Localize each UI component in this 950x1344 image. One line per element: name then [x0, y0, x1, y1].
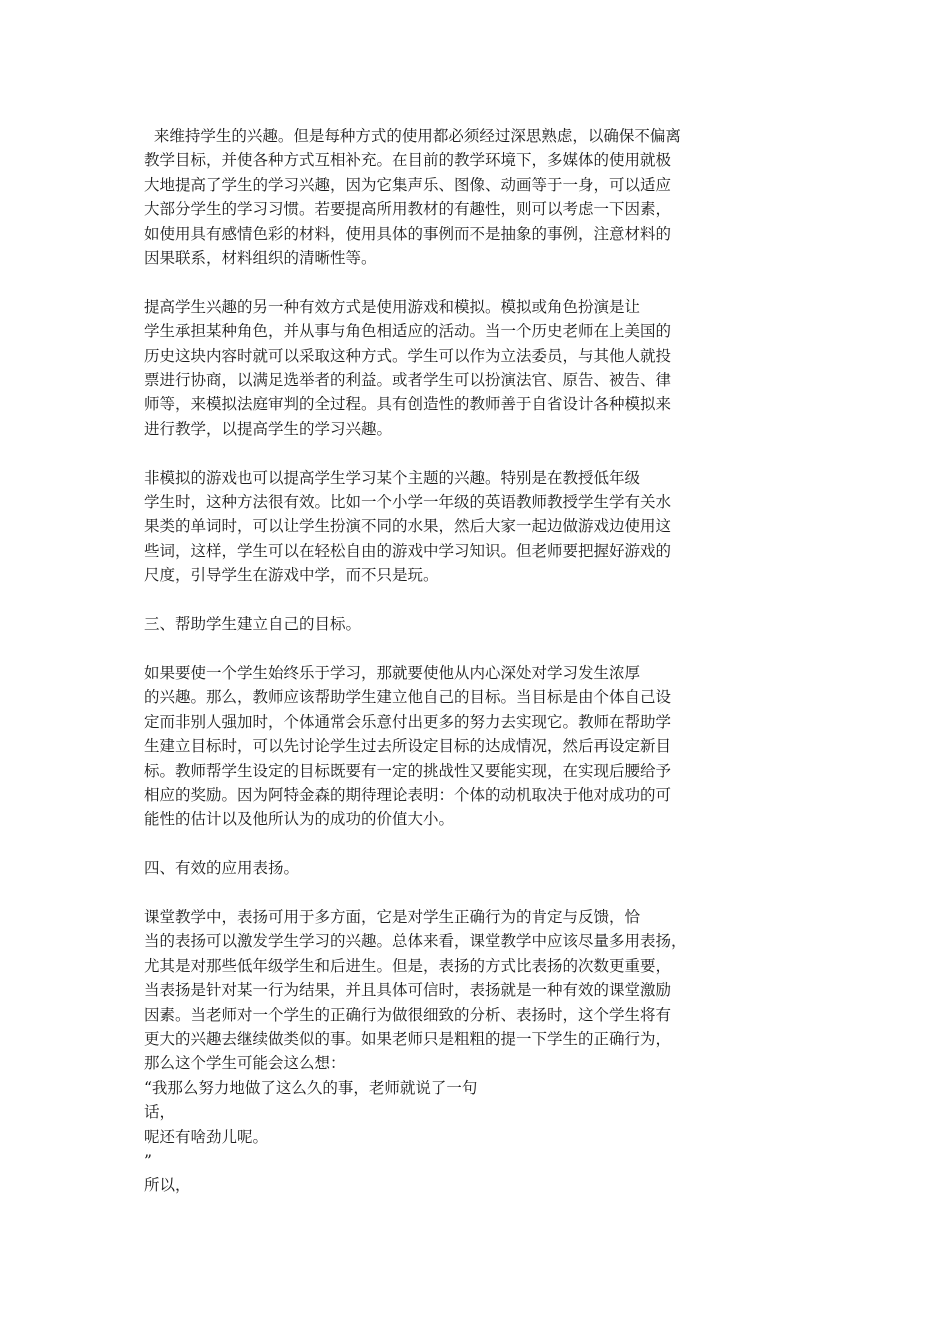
text-line: 课堂教学中，表扬可用于多方面，它是对学生正确行为的肯定与反馈，恰: [144, 907, 641, 926]
text-line: 呢还有啥劲儿呢。: [144, 1127, 269, 1146]
document-body: [144, 124, 744, 1222]
text-line: 进行教学，以提高学生的学习兴趣。: [144, 419, 393, 438]
text-line: “我那么努力地做了这么久的事，老师就说了一句: [144, 1078, 478, 1097]
text-line: 当表扬是针对某一行为结果，并且具体可信时，表扬就是一种有效的课堂激励: [144, 981, 672, 1000]
text-line: 教学目标，并使各种方式互相补充。在目前的教学环境下，多媒体的使用就极: [144, 151, 672, 170]
text-line: 如果要使一个学生始终乐于学习，那就要使他从内心深处对学习发生浓厚: [144, 663, 641, 682]
text-line: 票进行协商，以满足选举者的利益。或者学生可以扮演法官、原告、被告、律: [144, 371, 672, 390]
text-line: 因果联系，材料组织的清晰性等。: [144, 249, 377, 268]
text-line: 如使用具有感情色彩的材料，使用具体的事例而不是抽象的事例，注意材料的: [144, 224, 672, 243]
text-line: 些词，这样，学生可以在轻松自由的游戏中学习知识。但老师要把握好游戏的: [144, 541, 672, 560]
text-line: 大地提高了学生的学习兴趣，因为它集声乐、图像、动画等于一身，可以适应: [144, 175, 672, 194]
text-line: 尤其是对那些低年级学生和后进生。但是，表扬的方式比表扬的次数更重要，: [144, 956, 672, 975]
text-line: 标。教师帮学生设定的目标既要有一定的挑战性又要能实现，在实现后腰给予: [144, 761, 672, 780]
text-line: 话，: [144, 1103, 176, 1122]
text-line: 的兴趣。那么，教师应该帮助学生建立他自己的目标。当目标是由个体自己设: [144, 688, 672, 707]
text-line: 师等，来模拟法庭审判的全过程。具有创造性的教师善于自省设计各种模拟来: [144, 395, 672, 414]
paragraph-games-simulation: [144, 295, 744, 441]
paragraph-goal-setting: [144, 661, 744, 832]
text-line: 定而非别人强加时，个体通常会乐意付出更多的努力去实现它。教师在帮助学: [144, 712, 672, 731]
text-line: 大部分学生的学习习惯。若要提高所用教材的有趣性，则可以考虑一下因素，: [144, 200, 672, 219]
paragraph-non-simulation-games: [144, 466, 744, 588]
text-line: 生建立目标时，可以先讨论学生过去所设定目标的达成情况，然后再设定新目: [144, 737, 672, 756]
text-line: 因素。当老师对一个学生的正确行为做很细致的分析、表扬时，这个学生将有: [144, 1005, 672, 1024]
text-line: 当的表扬可以激发学生学习的兴趣。总体来看，课堂教学中应该尽量多用表扬，: [144, 932, 687, 951]
text-line: 尺度，引导学生在游戏中学，而不只是玩。: [144, 566, 439, 585]
text-line: 非模拟的游戏也可以提高学生学习某个主题的兴趣。特别是在教授低年级: [144, 468, 641, 487]
text-line: 更大的兴趣去继续做类似的事。如果老师只是粗粗的提一下学生的正确行为，: [144, 1029, 672, 1048]
text-line: 学生承担某种角色，并从事与角色相适应的活动。当一个历史老师在上美国的: [144, 322, 672, 341]
section-heading-goals: 三、帮助学生建立自己的目标。: [144, 615, 362, 634]
text-line: 那么这个学生可能会这么想：: [144, 1054, 346, 1073]
paragraph-interest-methods: [144, 124, 744, 270]
text-line: 历史这块内容时就可以采取这种方式。学生可以作为立法委员，与其他人就投: [144, 346, 672, 365]
text-line: 所以，: [144, 1176, 191, 1195]
text-line: ”: [144, 1151, 152, 1170]
section-heading-praise: 四、有效的应用表扬。: [144, 859, 300, 878]
text-line: 相应的奖励。因为阿特金森的期待理论表明：个体的动机取决于他对成功的可: [144, 785, 672, 804]
text-line: 来维持学生的兴趣。但是每种方式的使用都必须经过深思熟虑，以确保不偏离: [144, 127, 681, 145]
text-line: 能性的估计以及他所认为的成功的价值大小。: [144, 810, 455, 829]
text-line: 果类的单词时，可以让学生扮演不同的水果，然后大家一起边做游戏边使用这: [144, 517, 672, 536]
text-line: 提高学生兴趣的另一种有效方式是使用游戏和模拟。模拟或角色扮演是让: [144, 297, 641, 316]
text-line: 学生时，这种方法很有效。比如一个小学一年级的英语教师教授学生学有关水: [144, 493, 672, 512]
paragraph-praise: [144, 905, 744, 1198]
